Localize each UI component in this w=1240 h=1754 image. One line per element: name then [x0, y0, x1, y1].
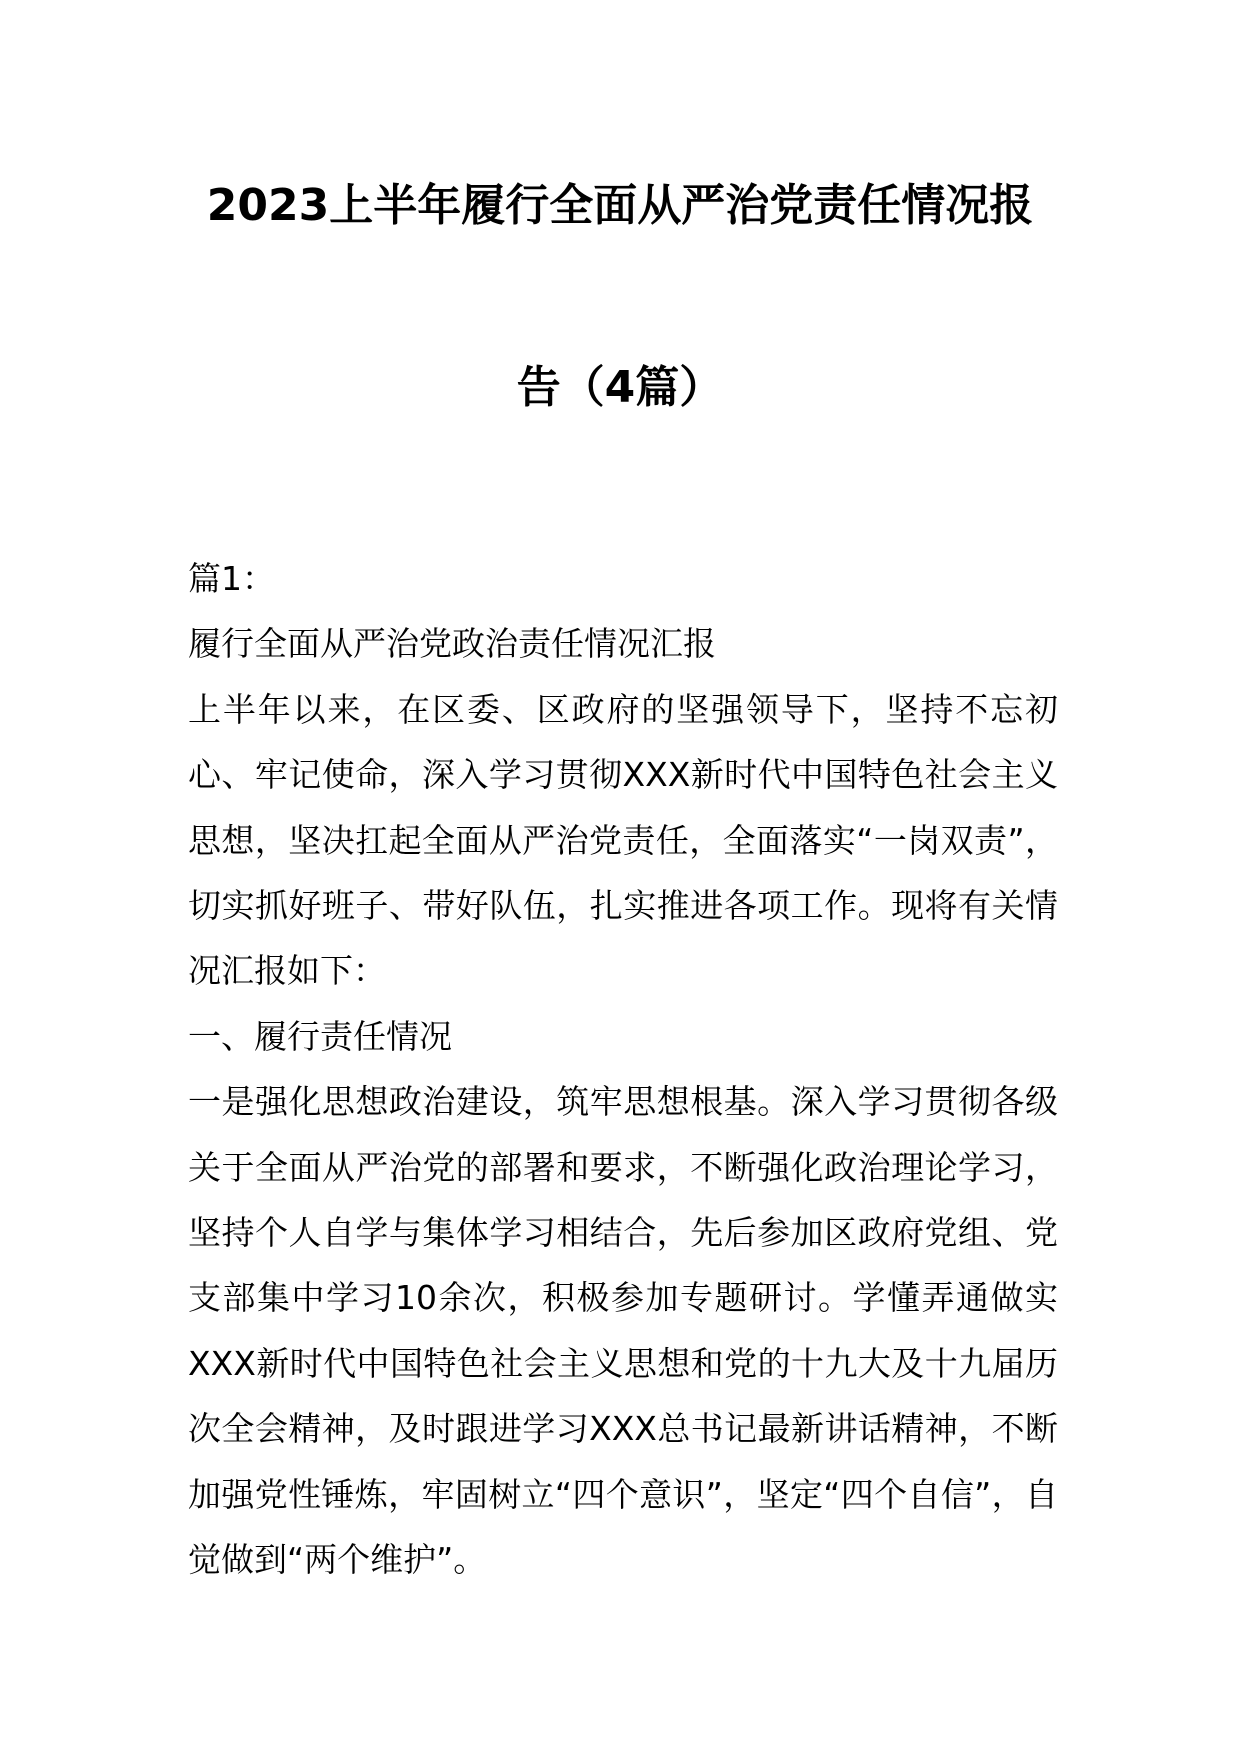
part-label: 篇1：: [188, 559, 275, 598]
section-heading: 一、履行责任情况: [188, 1016, 452, 1056]
document-title-line-1: 2023上半年履行全面从严治党责任情况报: [206, 180, 1034, 231]
document-title-line-2: 告（4篇）: [516, 362, 724, 413]
section-paragraph: 一是强化思想政治建设，筑牢思想根基。深入学习贯彻各级关于全面从严治党的部署和要求，不断强化政治理论学习，坚持个人自学与集体学习相结合，先后参加区政府党组、党支部集中学习10余次，积极参加专题研讨。学懂弄通做实XXX新时代中国特色社会主义思想和党的十九大及十九届历次全会精神，及时跟进学习XXX总书记最新讲话精神，不断加强党性锤炼，牢固树立“四个意识”，坚定“四个自信”，自觉做到“两个维护”。: [188, 1082, 1058, 1580]
document-body: [188, 546, 1058, 1593]
intro-paragraph: 上半年以来，在区委、区政府的坚强领导下，坚持不忘初心、牢记使命，深入学习贯彻XXX新时代中国特色社会主义思想，坚决扛起全面从严治党责任，全面落实“一岗双责”，切实抓好班子、带好队伍，扎实推进各项工作。现将有关情况汇报如下：: [188, 689, 1058, 991]
report-subtitle: 履行全面从严治党政治责任情况汇报: [188, 624, 716, 664]
